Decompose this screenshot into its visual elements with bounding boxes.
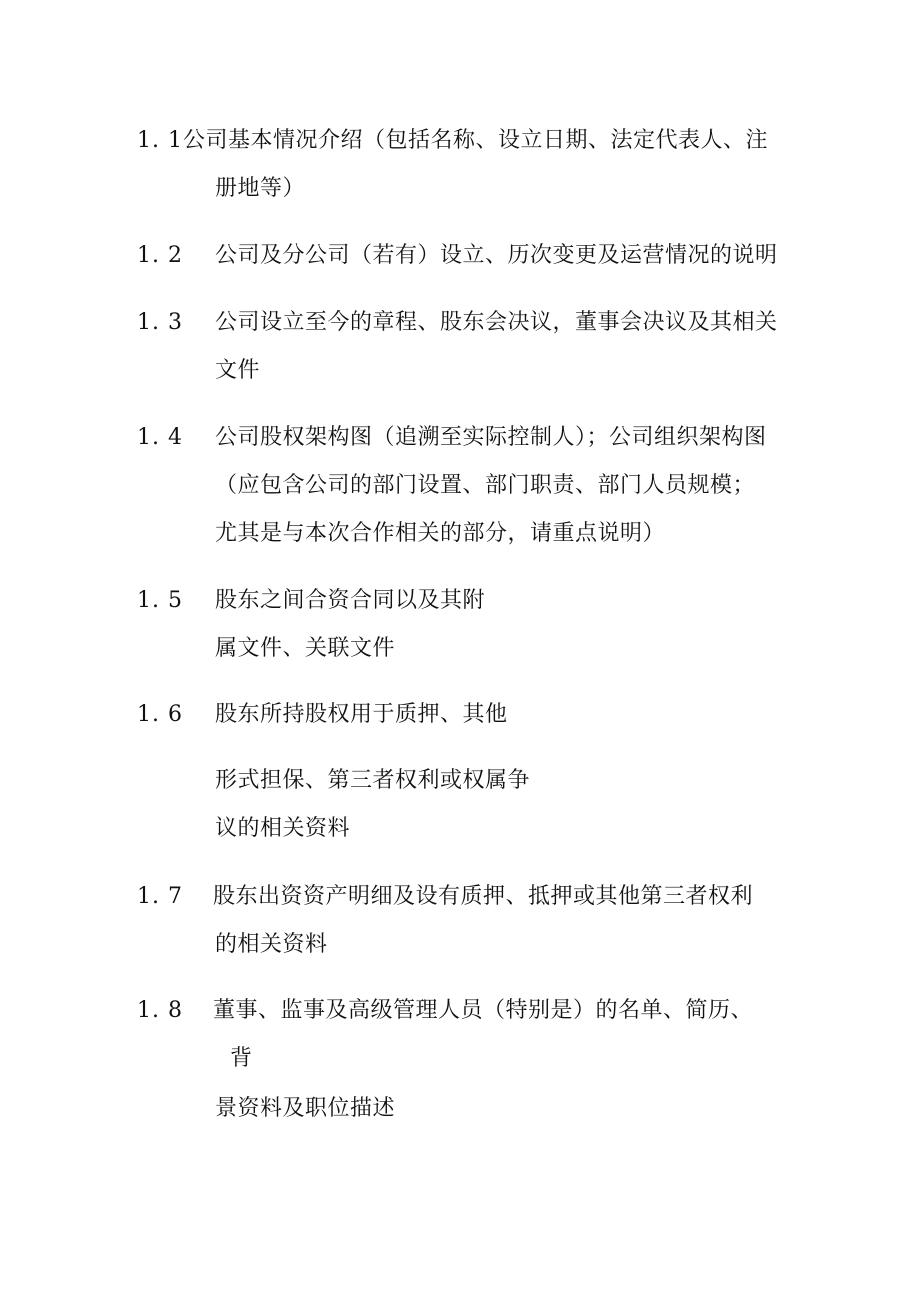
item-number: 1. 5 (137, 588, 183, 613)
item-text-line: 册地等） (215, 176, 306, 201)
item-text-line: 董事、监事及高级管理人员（特别是）的名单、简历、 (213, 998, 754, 1023)
item-text-line: 股东所持股权用于质押、其他 (215, 702, 508, 727)
item-text-line: 公司基本情况介绍（包括名称、设立日期、法定代表人、注 (183, 128, 769, 153)
item-text-line: 背 (230, 1046, 253, 1071)
item-number: 1. 6 (137, 702, 183, 727)
item-number: 1. 1 (137, 128, 183, 153)
item-text-line: 形式担保、第三者权利或权属争 (215, 768, 531, 793)
item-text-line: 股东出资资产明细及设有质押、抵押或其他第三者权利 (213, 884, 754, 909)
item-text-line: 属文件、关联文件 (215, 636, 396, 661)
item-number: 1. 8 (137, 998, 183, 1023)
item-number: 1. 3 (137, 310, 183, 335)
item-text-line: 文件 (215, 358, 261, 383)
item-text-line: 的相关资料 (215, 932, 328, 957)
item-text-line: 股东之间合资合同以及其附 (215, 588, 486, 613)
item-text-line: 公司股权架构图（追溯至实际控制人）；公司组织架构图 (215, 425, 767, 450)
item-text-line: （应包含公司的部门设置、部门职责、部门人员规模； (215, 473, 756, 498)
item-number: 1. 4 (137, 425, 183, 450)
item-text-line: 尤其是与本次合作相关的部分，请重点说明） (215, 521, 666, 546)
item-text-line: 公司及分公司（若有）设立、历次变更及运营情况的说明 (215, 243, 778, 268)
item-text-line: 议的相关资料 (215, 816, 351, 841)
item-number: 1. 2 (137, 243, 183, 268)
item-text-line: 景资料及职位描述 (215, 1096, 396, 1121)
item-text-line: 公司设立至今的章程、股东会决议，董事会决议及其相关 (215, 310, 778, 335)
item-number: 1. 7 (137, 884, 183, 909)
